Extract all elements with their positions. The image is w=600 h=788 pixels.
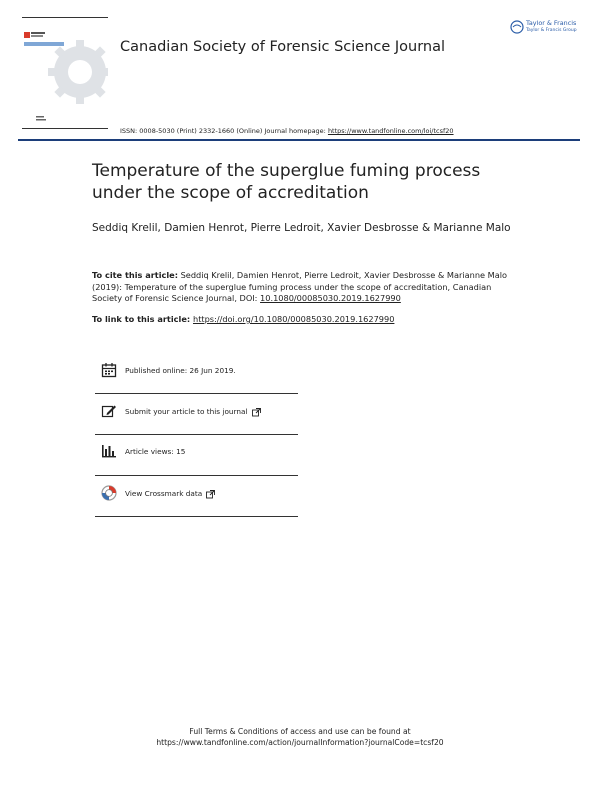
article-views-row: [95, 436, 298, 466]
article-link-line: [92, 314, 394, 324]
header-divider: [18, 139, 580, 141]
published-date: Published online: 26 Jun 2019.: [125, 365, 236, 375]
journal-cover-image: [22, 17, 108, 129]
journal-title: Canadian Society of Forensic Science Journal: [120, 39, 446, 55]
publisher-logo-line1: Taylor & Francis: [526, 19, 577, 27]
article-views: Article views: 15: [125, 446, 186, 456]
link-label: To link to this article:: [92, 314, 193, 324]
info-divider: [95, 516, 298, 517]
publisher-logo-line2: Taylor & Francis Group: [526, 28, 577, 33]
submit-article-label: Submit your article to this journal: [125, 406, 248, 416]
citation-doi-link[interactable]: 10.1080/00085030.2019.1627990: [260, 293, 401, 303]
article-doi-link[interactable]: https://doi.org/10.1080/00085030.2019.1627990: [193, 314, 395, 324]
footer-terms-text: Full Terms & Conditions of access and use can be found at: [189, 727, 411, 736]
issn-text: ISSN: 0008-5030 (Print) 2332-1660 (Online) Journal homepage:: [120, 127, 328, 135]
journal-homepage-link[interactable]: https://www.tandfonline.com/loi/tcsf20: [327, 127, 454, 135]
info-divider: [95, 434, 298, 435]
article-authors: Seddiq Krelil, Damien Henrot, Pierre Ledroit, Xavier Desbrosse & Marianne Malo: [92, 222, 511, 234]
citation-label: To cite this article:: [92, 270, 178, 280]
calendar-icon: [99, 361, 119, 379]
issn-line: [120, 127, 454, 135]
published-row: [95, 355, 298, 385]
publisher-logo: [510, 16, 582, 38]
crossmark-label: View Crossmark data: [125, 488, 203, 498]
footer: [0, 726, 600, 748]
footer-terms-link[interactable]: https://www.tandfonline.com/action/journalInformation?journalCode=tcsf20: [156, 738, 444, 747]
cover-gear-graphic: [22, 26, 108, 126]
citation-text: Seddiq Krelil, Damien Henrot, Pierre Ledroit, Xavier Desbrosse & Marianne Malo (2019): Temperature of the superglue fuming process under the scope of accreditation, Canadian Society of Forensic Science Journal, DOI:: [92, 270, 508, 303]
info-divider: [95, 393, 298, 394]
edit-icon: [99, 402, 119, 420]
crossmark-icon: [99, 484, 119, 502]
publisher-logo-icon: [510, 20, 524, 34]
crossmark-link[interactable]: [95, 478, 298, 508]
submit-article-link[interactable]: [95, 396, 298, 426]
external-link-icon: [206, 484, 215, 503]
info-divider: [95, 475, 298, 476]
article-title: Temperature of the superglue fuming process under the scope of accreditation: [92, 161, 481, 203]
citation-block: [92, 270, 512, 305]
external-link-icon: [252, 402, 261, 421]
bar-chart-icon: [99, 442, 119, 460]
